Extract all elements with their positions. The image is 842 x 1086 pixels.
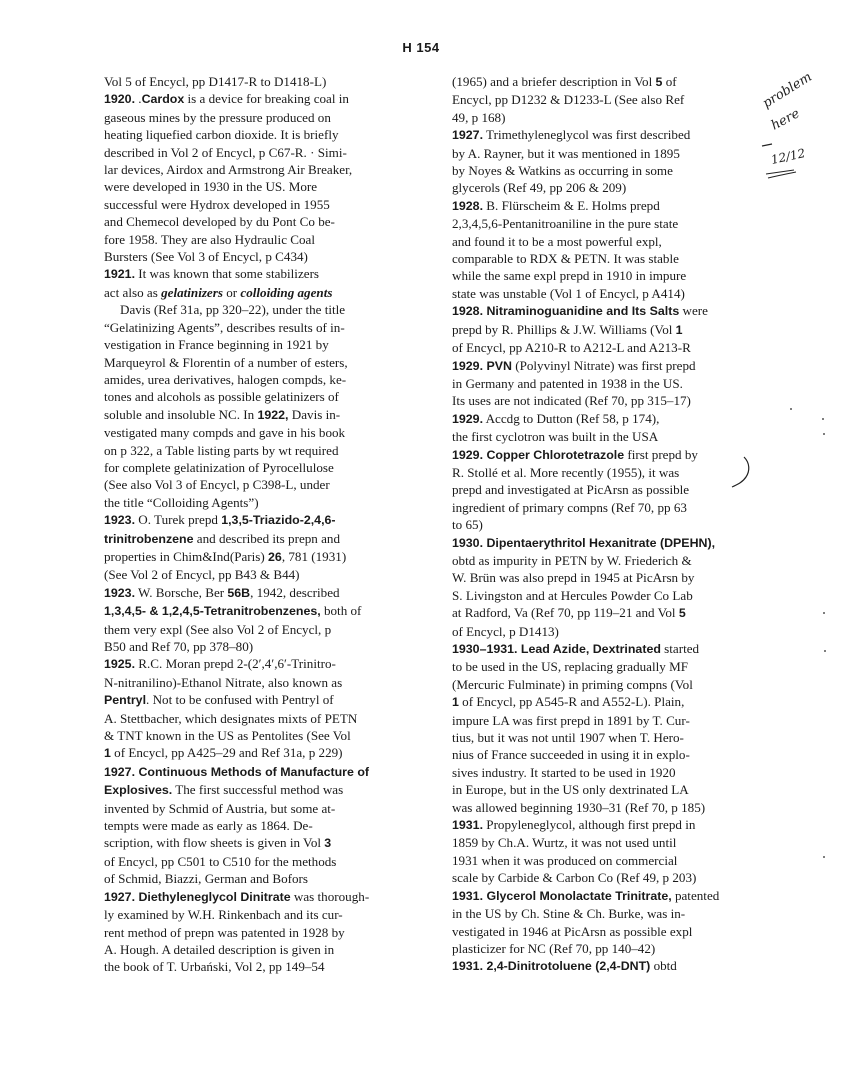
text-run: obtd as impurity in PETN by W. Friederich & — [452, 552, 692, 568]
bold-term: Cardox — [141, 92, 185, 107]
text-line — [452, 392, 798, 409]
bold-term: 5 — [678, 606, 686, 621]
text-run: the book of T. Urbański, Vol 2, pp 149–54 — [104, 959, 325, 975]
left-text-column — [104, 73, 450, 976]
text-run: by A. Rayner, but it was mentioned in 1895 — [452, 145, 680, 161]
text-run: tempts were made as early as 1864. De- — [104, 818, 313, 834]
bold-term: 1930. Dipentaerythritol Hexanitrate (DPEHN), — [452, 535, 716, 550]
right-text-column — [452, 73, 798, 976]
text-line — [452, 852, 798, 869]
text-run: (Polyvinyl Nitrate) was first prepd — [511, 357, 696, 373]
text-run: successful were Hydrox developed in 1955 — [104, 196, 330, 212]
text-line — [452, 587, 798, 604]
bold-term: 1 — [104, 746, 111, 761]
text-run: vestigated many compds and gave in his book — [104, 425, 346, 441]
text-run: in Germany and patented in 1938 in the US. — [452, 375, 683, 391]
text-line — [104, 231, 450, 248]
text-run: to 65) — [452, 517, 483, 533]
text-run: patented — [671, 887, 720, 903]
text-line — [452, 905, 798, 922]
text-line — [452, 799, 798, 816]
bold-term: 26 — [268, 549, 282, 564]
bold-term: 1927. — [452, 128, 484, 143]
text-line — [104, 196, 450, 213]
text-line — [104, 638, 450, 655]
text-line — [104, 888, 450, 906]
text-run: of Encycl, pp C501 to C510 for the methods — [104, 853, 337, 869]
text-line — [452, 834, 798, 851]
text-run: of Encycl, pp A210-R to A212-L and A213-R — [452, 340, 691, 356]
text-run: & TNT known in the US as Pentolites (See Vol — [104, 728, 351, 744]
text-run: scale by Carbide & Carbon Co (Ref 49, p 203) — [452, 870, 697, 886]
text-line — [452, 623, 798, 640]
text-run: Encycl, pp D1232 & D1233-L (See also Ref — [452, 92, 685, 108]
bold-term: 1930–1931. Lead Azide, Dextrinated — [452, 642, 661, 656]
text-run: prepd and investigated at PicArsn as possible — [452, 482, 690, 498]
bold-term: 1 — [675, 322, 683, 337]
text-line — [104, 781, 450, 799]
text-line — [104, 424, 450, 441]
text-run: sives industry. It started to be used in 1920 — [452, 764, 676, 780]
text-run: Trimethyleneglycol was first described — [483, 127, 691, 143]
margin-speck — [822, 418, 824, 420]
text-line — [104, 584, 450, 602]
text-line — [104, 336, 450, 353]
text-line — [452, 215, 798, 232]
handwritten-date: 12/12 — [769, 146, 807, 167]
margin-speck — [823, 856, 825, 858]
text-run: were developed in 1930 in the US. More — [104, 179, 318, 195]
text-line — [452, 410, 798, 428]
text-run: comparable to RDX & PETN. It was stable — [452, 251, 679, 267]
text-run: obtd — [650, 958, 677, 974]
text-run: invented by Schmid of Austria, but some at- — [104, 800, 336, 816]
text-line — [104, 958, 450, 975]
text-line — [452, 781, 798, 798]
text-run: started — [660, 641, 700, 656]
text-line — [452, 729, 798, 746]
text-run: 49, p 168) — [452, 109, 506, 125]
text-run: properties in Chim&Ind(Paris) — [104, 548, 269, 564]
text-line — [452, 91, 798, 108]
italic-term: colloiding agents — [240, 284, 333, 300]
bold-term: 1929. Copper Chlorotetrazole — [452, 447, 625, 462]
margin-speck — [824, 650, 826, 652]
text-run: Davis (Ref 31a, pp 320–22), under the title — [120, 302, 346, 318]
text-line — [452, 869, 798, 886]
text-line — [452, 179, 798, 196]
text-line — [104, 763, 450, 781]
text-line — [104, 459, 450, 476]
text-line — [104, 691, 450, 709]
text-line — [452, 516, 798, 533]
bold-term: 1931. — [452, 818, 484, 833]
text-line — [452, 162, 798, 179]
text-line — [104, 511, 450, 529]
text-line — [104, 442, 450, 459]
text-run: was allowed beginning 1930–31 (Ref 70, p 185) — [452, 799, 706, 815]
text-line — [452, 499, 798, 516]
text-run: Davis in- — [288, 406, 341, 422]
text-line — [452, 693, 798, 711]
text-run: them very expl (See also Vol 2 of Encycl, p — [104, 621, 332, 637]
text-run: B. Flürscheim & E. Holms prepd — [483, 197, 660, 213]
text-line — [104, 371, 450, 388]
bold-term: 1931. Glycerol Monolactate Trinitrate, — [452, 888, 672, 903]
text-run: nius of France succeeded in using it in explo- — [452, 747, 690, 763]
text-run: ingredient of primary compns (Ref 70, pp 63 — [452, 499, 687, 515]
text-run: were — [679, 303, 708, 319]
text-line — [104, 566, 450, 583]
text-run: described in Vol 2 of Encycl, p C67-R. · Simi- — [104, 144, 347, 160]
text-run: scription, with flow sheets is given in Vol — [104, 835, 325, 851]
text-line — [104, 853, 450, 870]
text-line — [104, 161, 450, 178]
text-line — [104, 548, 450, 566]
text-run: “Gelatinizing Agents”, describes results of in- — [104, 319, 345, 335]
bold-term: 1923. — [104, 513, 136, 528]
text-run: A. Stettbacher, which designates mixts of PETN — [104, 710, 358, 726]
text-run: on p 322, a Table listing parts by wt required — [104, 442, 339, 458]
text-line — [104, 476, 450, 493]
text-line — [452, 552, 798, 569]
text-run: for complete gelatinization of Pyrocellulose — [104, 459, 334, 475]
text-line — [452, 746, 798, 763]
text-run: and described its prepn and — [193, 530, 341, 546]
text-line — [104, 90, 450, 108]
text-run: vestigation in France beginning in 1921 by — [104, 337, 329, 353]
text-run: ly examined by W.H. Rinkenbach and its cur- — [104, 907, 343, 923]
text-run: tius, but it was not until 1907 when T. Hero- — [452, 730, 684, 746]
text-run: of Encycl, p D1413) — [452, 623, 559, 639]
text-run: and found it to be a most powerful expl, — [452, 233, 662, 249]
text-run: impure LA was first prepd in 1891 by T. Cur- — [452, 712, 690, 728]
text-run: W. Brün was also prepd in 1945 at PicArsn by — [452, 570, 695, 586]
text-run: (Mercuric Fulminate) in priming compns (Vol — [452, 676, 693, 692]
text-line — [452, 267, 798, 284]
text-line — [104, 817, 450, 834]
text-run: Bursters (See Vol 3 of Encycl, p C434) — [104, 249, 308, 265]
bold-term: 1929. PVN — [452, 358, 512, 373]
text-line — [104, 941, 450, 958]
text-run: Its uses are not indicated (Ref 70, pp 315–17) — [452, 393, 691, 409]
text-run: tones and alcohols as possible gelatinizers of — [104, 389, 339, 405]
text-run: glycerols (Ref 49, pp 206 & 209) — [452, 180, 627, 196]
text-line — [104, 494, 450, 511]
margin-speck — [823, 612, 825, 614]
text-run: of Schmid, Biazzi, German and Bofors — [104, 871, 308, 887]
text-line — [104, 800, 450, 817]
text-run: It was known that some stabilizers — [135, 266, 320, 282]
text-line — [452, 109, 798, 126]
bold-term: 1927. Continuous Methods of Manufacture of — [104, 764, 370, 779]
text-line — [104, 388, 450, 405]
text-run: soluble and insoluble NC. In — [104, 406, 258, 422]
text-run: Vol 5 of Encycl, pp D1417-R to D1418-L) — [104, 74, 327, 89]
bold-term: Explosives. — [104, 783, 173, 798]
text-run: A. Hough. A detailed description is given in — [104, 941, 335, 957]
text-line — [452, 285, 798, 302]
text-run: of Encycl, pp A545-R and A552-L). Plain, — [458, 694, 685, 710]
bold-term: 56B — [227, 585, 251, 600]
text-line — [104, 213, 450, 230]
text-line — [452, 126, 798, 144]
text-line — [104, 126, 450, 143]
text-run: The first successful method was — [172, 782, 344, 798]
text-run: R. Stollé et al. More recently (1955), it was — [452, 464, 680, 480]
text-line — [104, 530, 450, 548]
bold-term: 1921. — [104, 267, 136, 282]
bold-term: 1927. Diethyleneglycol Dinitrate — [104, 889, 291, 904]
text-line — [452, 321, 798, 339]
text-run: act also as — [104, 284, 162, 300]
text-run: . — [135, 91, 142, 107]
text-line — [104, 265, 450, 283]
text-run: R.C. Moran prepd 2-(2′,4′,6′-Trinitro- — [135, 656, 336, 672]
bold-term: 1922, — [257, 407, 289, 422]
bold-term: 3 — [324, 836, 332, 851]
text-run: (1965) and a briefer description in Vol — [452, 74, 656, 89]
bold-term: 1920. — [104, 92, 136, 107]
text-run: rent method of prepn was patented in 1928 by — [104, 924, 345, 940]
text-line — [104, 406, 450, 424]
text-line — [104, 710, 450, 727]
text-line — [452, 957, 798, 975]
text-line — [104, 655, 450, 673]
handwritten-margin-note — [760, 69, 840, 208]
text-line — [452, 923, 798, 940]
text-line — [104, 727, 450, 744]
text-run: Marqueyrol & Florentin of a number of esters, — [104, 354, 348, 370]
text-line — [452, 940, 798, 957]
text-run: by Noyes & Watkins as occurring in some — [452, 163, 673, 179]
text-run: O. Turek prepd — [135, 512, 222, 528]
bold-term: 1923. — [104, 585, 136, 600]
text-run: amides, urea derivatives, halogen compds, ke- — [104, 371, 347, 387]
text-line — [452, 357, 798, 375]
text-line — [104, 834, 450, 852]
bold-term: 1931. 2,4-Dinitrotoluene (2,4-DNT) — [452, 959, 651, 974]
bold-term: trinitrobenzene — [104, 531, 194, 546]
text-run: plasticizer for NC (Ref 70, pp 140–42) — [452, 940, 656, 956]
text-run: in Europe, but in the US only dextrinated LA — [452, 782, 689, 798]
text-run: to be used in the US, replacing gradually MF — [452, 659, 689, 675]
italic-term: gelatinizers — [161, 284, 223, 300]
text-run: 1931 when it was produced on commercial — [452, 852, 678, 868]
text-run: , 1942, described — [250, 584, 340, 600]
text-line — [452, 764, 798, 781]
text-run: of — [662, 74, 677, 89]
text-run: Accdg to Dutton (Ref 58, p 174), — [483, 410, 660, 426]
bold-term: Pentryl — [104, 693, 147, 708]
text-line — [104, 674, 450, 691]
text-line — [452, 197, 798, 215]
text-line — [104, 109, 450, 126]
text-run: of Encycl, pp A425–29 and Ref 31a, p 229) — [110, 745, 343, 761]
text-line — [104, 301, 450, 318]
text-run: B50 and Ref 70, pp 378–80) — [104, 639, 254, 654]
handwritten-word-2: here — [768, 106, 803, 134]
text-run: (See Vol 2 of Encycl, pp B43 & B44) — [104, 567, 300, 583]
text-line — [104, 178, 450, 195]
text-run: in the US by Ch. Stine & Ch. Burke, was in- — [452, 906, 686, 922]
text-run: both of — [320, 603, 362, 619]
text-line — [104, 744, 450, 762]
text-run: prepd by R. Phillips & J.W. Williams (Vol — [452, 321, 676, 337]
text-line — [452, 375, 798, 392]
text-run: was thorough- — [290, 888, 370, 904]
text-line — [452, 302, 798, 320]
text-run: fore 1958. They are also Hydraulic Coal — [104, 231, 316, 247]
bold-term: 1928. — [452, 198, 484, 213]
text-line — [104, 906, 450, 923]
text-run: gaseous mines by the pressure produced on — [104, 109, 331, 125]
text-run: , 781 (1931) — [281, 548, 347, 564]
text-run: vestigated in 1946 at PicArsn as possible expl — [452, 923, 693, 939]
text-run: W. Borsche, Ber — [135, 584, 228, 600]
text-run: is a device for breaking coal in — [184, 91, 349, 107]
text-line — [104, 319, 450, 336]
bold-term: 1 — [452, 695, 459, 710]
bold-term: 1929. — [452, 411, 484, 426]
text-run: state was unstable (Vol 1 of Encycl, p A414) — [452, 285, 685, 301]
handwritten-word-1: problem — [760, 69, 815, 112]
text-line — [104, 602, 450, 620]
text-run: heating liquefied carbon dioxide. It is briefly — [104, 127, 339, 143]
text-run: the title “Colloiding Agents”) — [104, 494, 259, 510]
margin-speck — [823, 433, 825, 435]
bold-term: 1925. — [104, 657, 136, 672]
text-line — [452, 816, 798, 834]
text-run: (See also Vol 3 of Encycl, p C398-L, under — [104, 477, 330, 493]
bold-term: 5 — [655, 75, 663, 89]
text-line — [452, 712, 798, 729]
text-line — [452, 145, 798, 162]
text-line — [452, 640, 798, 658]
bold-term: 1,3,5-Triazido-2,4,6- — [221, 513, 336, 528]
bold-term: 1,3,4,5- & 1,2,4,5-Tetranitrobenzenes, — [104, 604, 321, 619]
page-header: H 154 — [402, 40, 440, 55]
text-line — [104, 73, 450, 90]
text-line — [452, 534, 798, 552]
pencil-arrow-stroke — [762, 144, 772, 146]
text-line — [452, 604, 798, 622]
text-line — [452, 250, 798, 267]
text-run: 2,3,4,5,6-Pentanitroaniline in the pure state — [452, 216, 679, 232]
text-run: . Not to be confused with Pentryl of — [146, 692, 334, 708]
text-run: 1859 by Ch.A. Wurtz, it was not used until — [452, 835, 677, 851]
text-line — [452, 339, 798, 356]
text-line — [452, 428, 798, 445]
text-line — [452, 887, 798, 905]
text-run: Propyleneglycol, although first prepd in — [483, 817, 696, 833]
text-line — [104, 354, 450, 371]
text-line — [104, 621, 450, 638]
text-run: and Chemecol developed by du Pont Co be- — [104, 214, 335, 230]
text-run: the first cyclotron was built in the USA — [452, 429, 659, 445]
margin-speck — [790, 408, 792, 410]
text-line — [104, 284, 450, 301]
text-run: while the same expl prepd in 1910 in impure — [452, 268, 687, 284]
text-run: lar devices, Airdox and Armstrong Air Breaker, — [104, 162, 353, 178]
text-run: at Radford, Va (Ref 70, pp 119–21 and Vol — [452, 605, 679, 621]
text-line — [104, 144, 450, 161]
text-line — [452, 569, 798, 586]
text-line — [452, 658, 798, 675]
text-run: or — [222, 284, 241, 300]
text-run: first prepd by — [624, 446, 698, 462]
text-line — [452, 233, 798, 250]
text-line — [104, 248, 450, 265]
text-line — [452, 73, 798, 91]
pencil-bracket-mark — [730, 455, 760, 495]
text-line — [104, 870, 450, 887]
text-line — [104, 924, 450, 941]
text-run: S. Livingston and at Hercules Powder Co Lab — [452, 587, 693, 603]
text-line — [452, 676, 798, 693]
bold-term: 1928. Nitraminoguanidine and Its Salts — [452, 304, 680, 319]
text-run: N-nitranilino)-Ethanol Nitrate, also known as — [104, 674, 343, 690]
